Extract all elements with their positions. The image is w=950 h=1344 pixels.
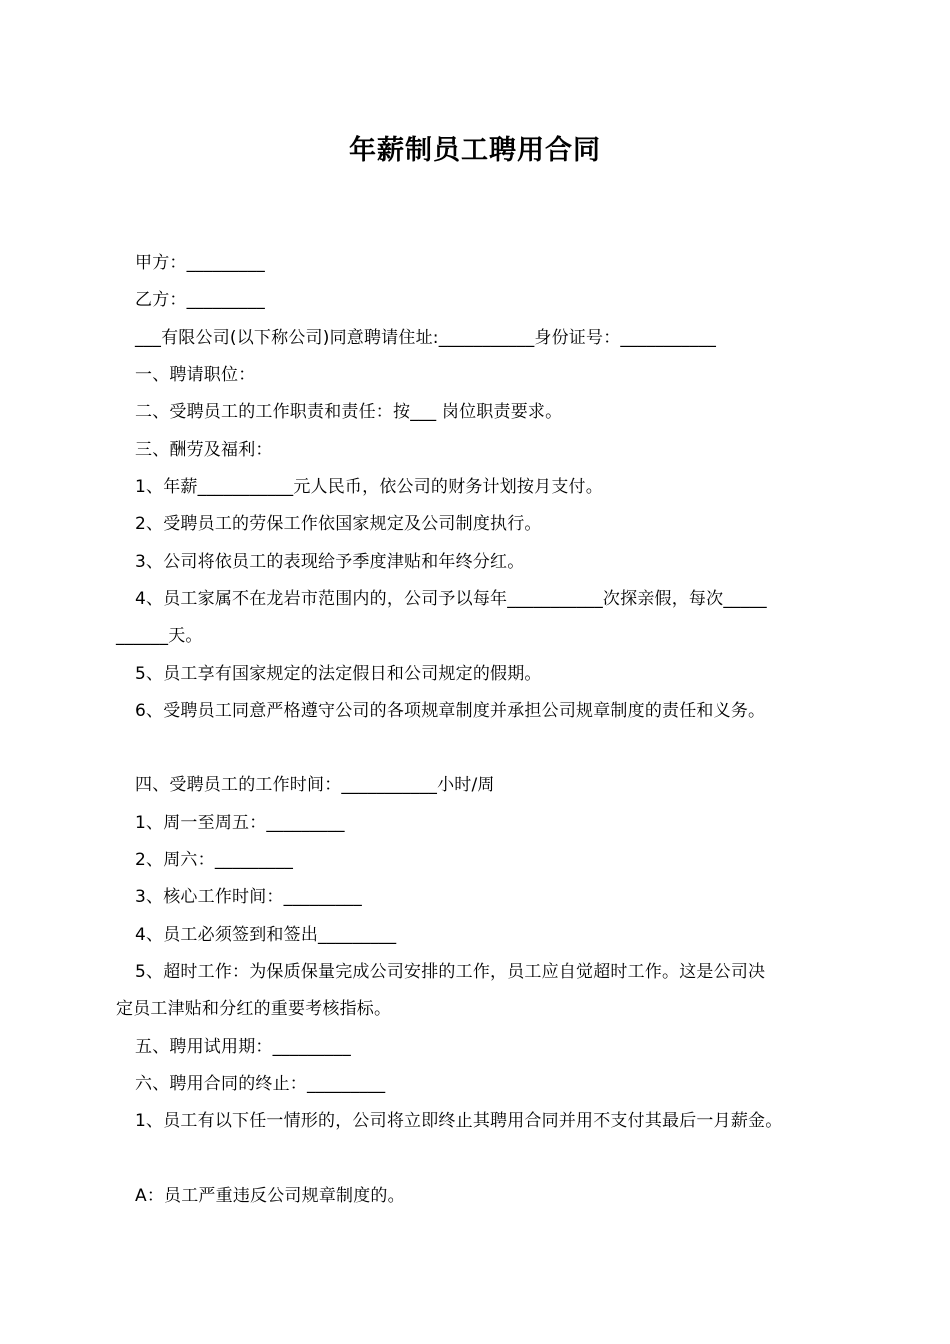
- work-hours-item-4: 4、员工必须签到和签出_________: [135, 925, 397, 945]
- compensation-item-1: 1、年薪___________元人民币，依公司的财务计划按月支付。: [135, 477, 603, 497]
- compensation-item-4: 4、员工家属不在龙岩市范围内的，公司予以每年___________次探亲假，每次_____: [135, 589, 767, 609]
- party-a-line: 甲方：_________: [135, 253, 265, 273]
- section-1-position: 一、聘请职位：: [135, 365, 256, 385]
- section-6-termination: 六、聘用合同的终止：_________: [135, 1074, 386, 1094]
- company-consent-line: ___有限公司(以下称公司)同意聘请住址:___________身份证号：___________: [135, 328, 717, 348]
- party-b-line: 乙方：_________: [135, 290, 265, 310]
- compensation-item-3: 3、公司将依员工的表现给予季度津贴和年终分红。: [135, 552, 525, 572]
- compensation-item-4-cont: ______天。: [116, 626, 203, 646]
- work-hours-item-5-cont: 定员工津贴和分红的重要考核指标。: [116, 999, 392, 1019]
- work-hours-item-2: 2、周六：_________: [135, 850, 294, 870]
- termination-clause-a: A：员工严重违反公司规章制度的。: [135, 1186, 405, 1206]
- work-hours-item-5: 5、超时工作：为保质保量完成公司安排的工作，员工应自觉超时工作。这是公司决: [135, 962, 766, 982]
- section-2-duties: 二、受聘员工的工作职责和责任：按___ 岗位职责要求。: [135, 402, 563, 422]
- compensation-item-2: 2、受聘员工的劳保工作依国家规定及公司制度执行。: [135, 514, 542, 534]
- section-4-work-hours: 四、受聘员工的工作时间：___________小时/周: [135, 775, 495, 795]
- section-3-compensation: 三、酬劳及福利：: [135, 440, 273, 460]
- section-5-probation: 五、聘用试用期：_________: [135, 1037, 351, 1057]
- compensation-item-6: 6、受聘员工同意严格遵守公司的各项规章制度并承担公司规章制度的责任和义务。: [135, 701, 766, 721]
- work-hours-item-1: 1、周一至周五：_________: [135, 813, 345, 833]
- termination-item-1: 1、员工有以下任一情形的，公司将立即终止其聘用合同并用不支付其最后一月薪金。: [135, 1111, 783, 1131]
- document-title: 年薪制员工聘用合同: [349, 135, 601, 166]
- work-hours-item-3: 3、核心工作时间：_________: [135, 887, 362, 907]
- compensation-item-5: 5、员工享有国家规定的法定假日和公司规定的假期。: [135, 664, 542, 684]
